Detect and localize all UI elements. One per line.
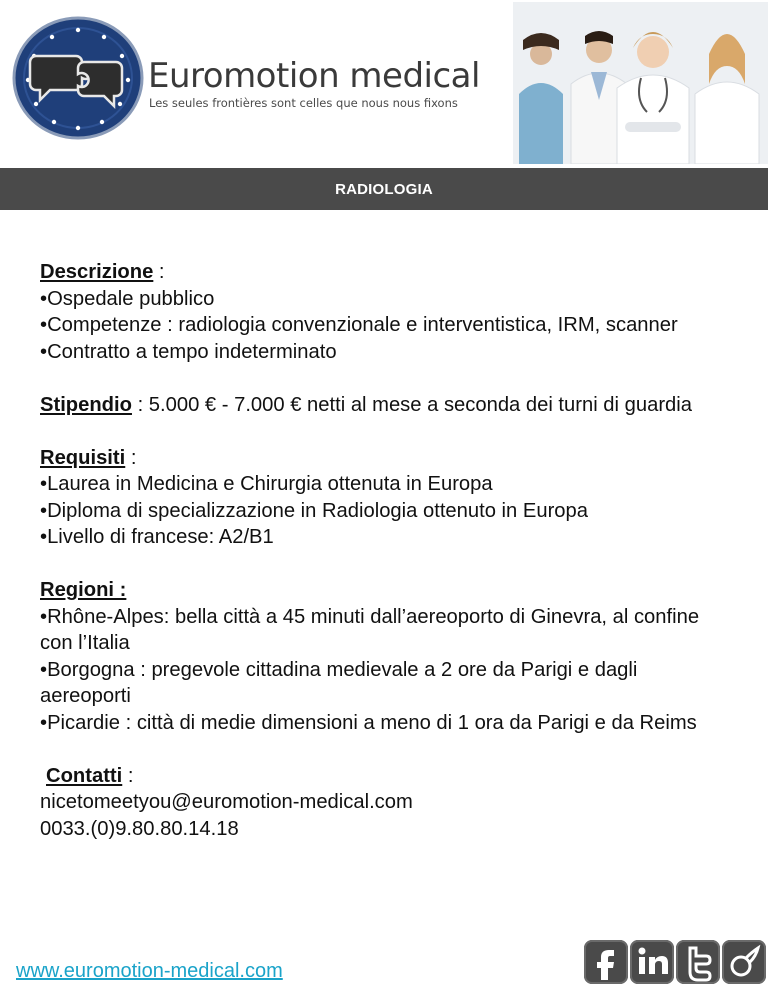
list-item: •Laurea in Medicina e Chirurgia ottenuta in Europa xyxy=(40,473,493,495)
contatti-heading: Contatti xyxy=(46,764,123,787)
brand-name: Euromotion medical xyxy=(148,56,480,96)
page-title: RADIOLOGIA xyxy=(335,180,433,198)
contact-email[interactable]: nicetomeetyou@euromotion-medical.com xyxy=(40,791,413,813)
stipendio-text: : 5.000 € - 7.000 € netti al mese a seconda dei turni di guardia xyxy=(131,393,692,416)
contact-phone: 0033.(0)9.80.80.14.18 xyxy=(40,817,239,840)
section-stipendio xyxy=(40,392,730,419)
list-item: •Diploma di specializzazione in Radiologia ottenuto in Europa xyxy=(40,499,588,522)
list-item: •Borgogna : pregevole cittadina medievale a 2 ore da Parigi e dagli aereoporti xyxy=(40,658,638,707)
requisiti-heading: Requisiti xyxy=(40,446,126,469)
linkedin-icon[interactable] xyxy=(630,940,674,984)
header xyxy=(0,0,768,168)
doctors-photo xyxy=(513,2,768,164)
list-item: •Picardie : città di medie dimensioni a meno di 1 ora da Parigi e da Reims xyxy=(40,711,697,734)
viadeo-icon[interactable] xyxy=(722,940,766,984)
brand-tagline: Les seules frontières sont celles que nous nous fixons xyxy=(149,96,458,110)
contatti-suffix: : xyxy=(122,764,134,787)
requisiti-suffix: : xyxy=(125,446,137,469)
section-contatti xyxy=(40,763,730,843)
list-item: •Competenze : radiologia convenzionale e interventistica, IRM, scanner xyxy=(40,314,678,336)
title-bar xyxy=(0,168,768,210)
website-link[interactable]: www.euromotion-medical.com xyxy=(16,960,283,982)
list-item: •Contratto a tempo indeterminato xyxy=(40,340,337,363)
list-item: •Livello di francese: A2/B1 xyxy=(40,526,274,548)
section-regioni xyxy=(40,577,730,736)
descrizione-suffix: : xyxy=(153,261,165,283)
facebook-icon[interactable] xyxy=(584,940,628,984)
stipendio-heading: Stipendio xyxy=(40,393,132,416)
list-item: •Ospedale pubblico xyxy=(40,287,215,310)
job-description xyxy=(40,259,730,869)
euromotion-logo xyxy=(12,16,144,140)
twitter-icon[interactable] xyxy=(676,940,720,984)
list-item: •Rhône-Alpes: bella città a 45 minuti dall’aereoporto di Ginevra, al confine con l’Italia xyxy=(40,605,700,654)
section-descrizione xyxy=(40,259,730,365)
regioni-heading: Regioni : xyxy=(40,579,127,601)
descrizione-heading: Descrizione xyxy=(40,261,154,283)
section-requisiti xyxy=(40,445,730,551)
